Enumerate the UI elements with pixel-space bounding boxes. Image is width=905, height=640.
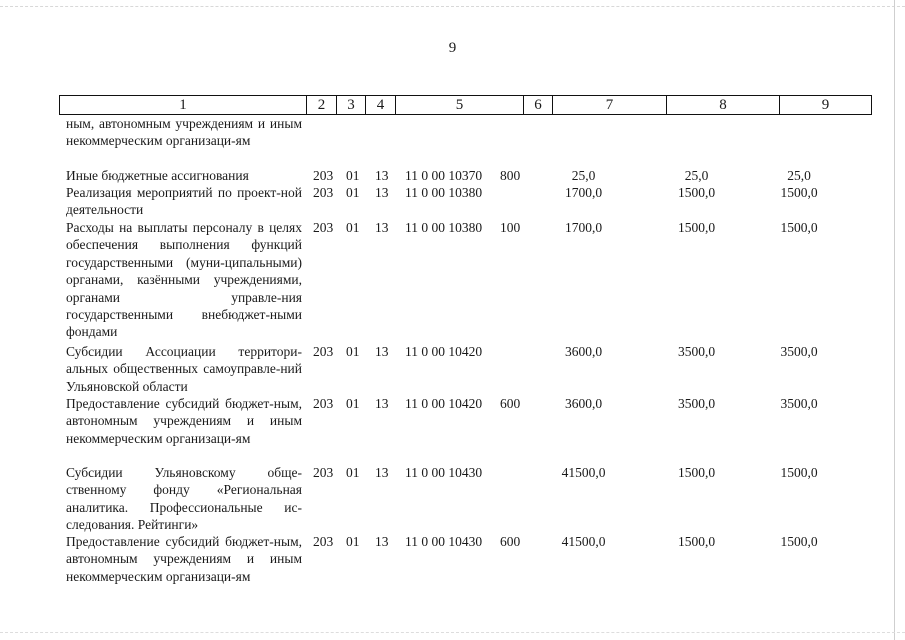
table-row <box>0 533 905 603</box>
row-ministry-code: 203 <box>313 534 334 549</box>
table-row <box>0 115 905 167</box>
row-target-article: 11 0 00 10420 <box>405 344 483 359</box>
row-amount-col9: 25,0 <box>787 168 811 183</box>
row-name: Предоставление субсидий бюджет-ным, автономным учреждениям и иным некоммерческим организаци-ям <box>66 534 302 584</box>
row-name: Предоставление субсидий бюджет-ным, автономным учреждениям и иным некоммерческим организаци-ям <box>66 396 302 446</box>
row-amount-col8: 3500,0 <box>677 344 716 359</box>
row-amount-col8: 1500,0 <box>677 185 716 200</box>
header-col-9: 9 <box>780 96 872 115</box>
row-amount-col7: 41500,0 <box>561 465 606 480</box>
row-expense-type: 600 <box>500 534 521 549</box>
row-subsection: 13 <box>375 185 389 200</box>
header-col-4: 4 <box>366 96 396 115</box>
row-ministry-code: 203 <box>313 344 334 359</box>
row-name: Субсидии Ульяновскому обще-ственному фонду «Региональная аналитика. Профессиональные ис-следования. Рейтинги» <box>66 465 302 533</box>
row-amount-col9: 3500,0 <box>780 344 818 359</box>
row-expense-type: 800 <box>500 168 521 183</box>
row-amount-col7: 1700,0 <box>564 220 603 235</box>
header-col-5: 5 <box>396 96 524 115</box>
row-amount-col8: 1500,0 <box>677 465 716 480</box>
header-col-8: 8 <box>667 96 780 115</box>
row-amount-col8: 3500,0 <box>677 396 716 411</box>
row-amount-col7: 3600,0 <box>564 344 603 359</box>
row-target-article: 11 0 00 10430 <box>405 465 483 480</box>
row-ministry-code: 203 <box>313 220 334 235</box>
row-amount-col9: 3500,0 <box>780 396 818 411</box>
row-expense-type: 100 <box>500 220 521 235</box>
table-row <box>0 395 905 464</box>
row-section: 01 <box>346 465 360 480</box>
row-name: ным, автономным учреждениям и иным некоммерческим организаци-ям <box>66 116 302 149</box>
row-name: Реализация мероприятий по проект-ной деятельности <box>66 185 302 218</box>
row-ministry-code: 203 <box>313 168 334 183</box>
row-section: 01 <box>346 534 360 549</box>
table-row <box>0 464 905 533</box>
row-section: 01 <box>346 344 360 359</box>
table-row <box>0 219 905 343</box>
row-amount-col8: 1500,0 <box>677 220 716 235</box>
row-amount-col7: 41500,0 <box>561 534 606 549</box>
table-row <box>0 343 905 395</box>
row-amount-col8: 25,0 <box>684 168 709 183</box>
header-col-1: 1 <box>60 96 307 115</box>
row-subsection: 13 <box>375 344 389 359</box>
row-target-article: 11 0 00 10380 <box>405 185 483 200</box>
row-name: Иные бюджетные ассигнования <box>66 168 249 183</box>
row-amount-col9: 1500,0 <box>780 534 818 549</box>
row-subsection: 13 <box>375 220 389 235</box>
header-col-7: 7 <box>553 96 667 115</box>
row-target-article: 11 0 00 10380 <box>405 220 483 235</box>
row-amount-col9: 1500,0 <box>780 220 818 235</box>
row-subsection: 13 <box>375 465 389 480</box>
header-col-2: 2 <box>307 96 337 115</box>
budget-rows <box>0 115 905 603</box>
row-subsection: 13 <box>375 534 389 549</box>
row-subsection: 13 <box>375 168 389 183</box>
header-row <box>60 96 872 115</box>
row-ministry-code: 203 <box>313 465 334 480</box>
row-name: Расходы на выплаты персоналу в целях обеспечения выполнения функций государственными (муни-ципальными) органами, казёнными учреждениями, органами управле-ния государственными внебюджет-ными фондами <box>66 220 302 340</box>
page-number: 9 <box>448 40 457 56</box>
row-target-article: 11 0 00 10370 <box>405 168 483 183</box>
table-row <box>0 184 905 219</box>
row-section: 01 <box>346 220 360 235</box>
row-amount-col9: 1500,0 <box>780 465 818 480</box>
header-col-6: 6 <box>524 96 553 115</box>
table-row <box>0 167 905 184</box>
row-name: Субсидии Ассоциации территори-альных общественных самоуправле-ний Ульяновской области <box>66 344 302 394</box>
row-target-article: 11 0 00 10430 <box>405 534 483 549</box>
row-amount-col9: 1500,0 <box>780 185 818 200</box>
row-section: 01 <box>346 185 360 200</box>
row-section: 01 <box>346 396 360 411</box>
row-amount-col8: 1500,0 <box>677 534 716 549</box>
column-number-header <box>59 95 872 115</box>
row-amount-col7: 3600,0 <box>564 396 603 411</box>
row-ministry-code: 203 <box>313 185 334 200</box>
row-section: 01 <box>346 168 360 183</box>
row-expense-type: 600 <box>500 396 521 411</box>
scan-bottom-edge <box>0 632 905 634</box>
row-ministry-code: 203 <box>313 396 334 411</box>
header-col-3: 3 <box>337 96 366 115</box>
row-target-article: 11 0 00 10420 <box>405 396 483 411</box>
row-amount-col7: 25,0 <box>571 168 596 183</box>
scan-top-edge <box>0 6 905 8</box>
row-subsection: 13 <box>375 396 389 411</box>
row-amount-col7: 1700,0 <box>564 185 603 200</box>
